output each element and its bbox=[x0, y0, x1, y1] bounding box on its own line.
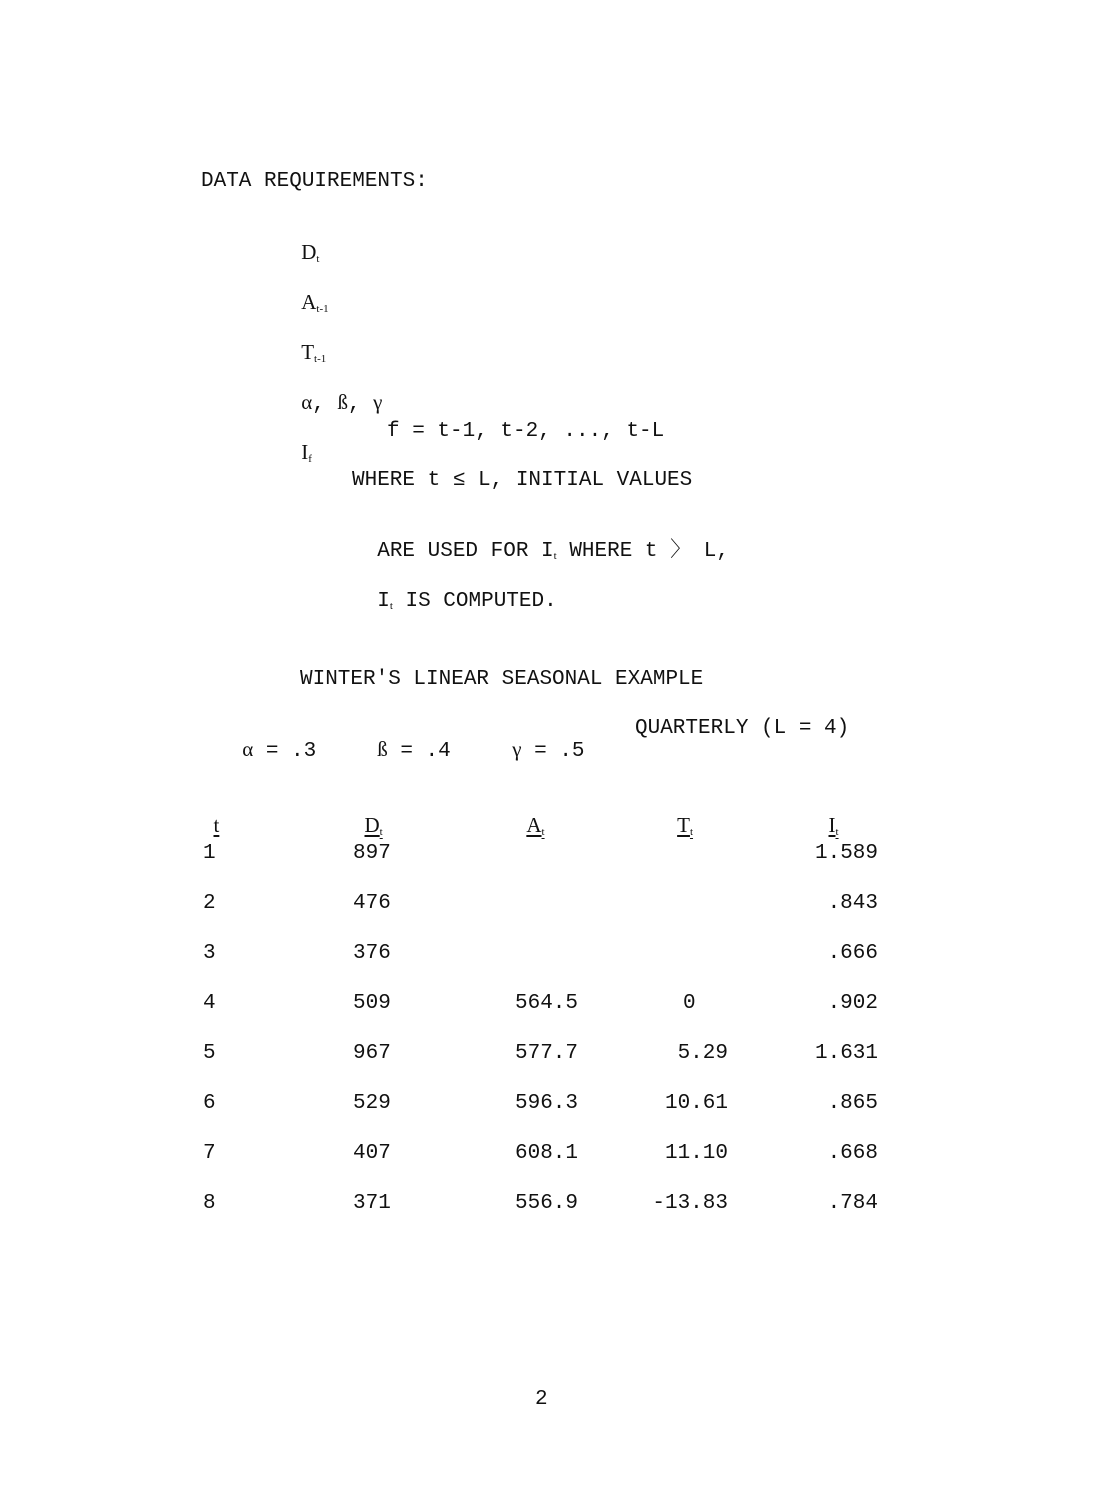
requirement-a: $A_{t-1}$ bbox=[301, 290, 329, 315]
cell-a: 608.1 bbox=[514, 1142, 578, 1165]
cell-t: 6 bbox=[203, 1092, 216, 1115]
note-line-3: $I_t$ IS COMPUTED. bbox=[377, 590, 557, 613]
requirement-index: $I_f$ bbox=[301, 440, 312, 465]
param-beta: ß = .4 bbox=[377, 737, 451, 763]
cell-t: 1 bbox=[203, 842, 216, 865]
example-title: WINTER'S LINEAR SEASONAL EXAMPLE bbox=[300, 668, 704, 691]
cell-t: 5 bbox=[203, 1042, 216, 1065]
cell-i: .784 bbox=[827, 1192, 878, 1215]
cell-i: .865 bbox=[827, 1092, 878, 1115]
requirement-t: $T_{t-1}$ bbox=[301, 340, 327, 365]
cell-d: 897 bbox=[353, 842, 391, 865]
cell-trend: 10.61 bbox=[664, 1092, 728, 1115]
header-i: $I_t$ bbox=[828, 813, 839, 838]
cell-i: .902 bbox=[827, 992, 878, 1015]
cell-a: 577.7 bbox=[514, 1042, 578, 1065]
cell-d: 529 bbox=[353, 1092, 391, 1115]
param-alpha: α = .3 bbox=[242, 737, 317, 763]
cell-t: 2 bbox=[203, 892, 216, 915]
cell-d: 476 bbox=[353, 892, 391, 915]
param-gamma: γ = .5 bbox=[512, 737, 585, 763]
cell-a: 564.5 bbox=[514, 992, 578, 1015]
index-formula: f = t-1, t-2, ..., t-L bbox=[387, 420, 665, 443]
header-d: $D_t$ bbox=[364, 813, 383, 838]
cell-a: 596.3 bbox=[514, 1092, 578, 1115]
param-period: QUARTERLY (L = 4) bbox=[635, 717, 850, 740]
cell-d: 376 bbox=[353, 942, 391, 965]
cell-trend: 5.29 bbox=[677, 1042, 728, 1065]
cell-t: 8 bbox=[203, 1192, 216, 1215]
cell-d: 371 bbox=[353, 1192, 391, 1215]
requirement-d: $D_t$ bbox=[301, 240, 320, 265]
cell-i: 1.631 bbox=[814, 1042, 878, 1065]
cell-d: 407 bbox=[353, 1142, 391, 1165]
smoothing-params: α, ß, γ bbox=[301, 390, 383, 416]
requirements-heading: DATA REQUIREMENTS: bbox=[201, 170, 428, 193]
cell-t: 4 bbox=[203, 992, 216, 1015]
cell-a: 556.9 bbox=[514, 1192, 578, 1215]
cell-i: .666 bbox=[827, 942, 878, 965]
cell-trend: 0 bbox=[683, 992, 696, 1015]
cell-i: .843 bbox=[827, 892, 878, 915]
header-a: $A_t$ bbox=[526, 813, 545, 838]
cell-trend: -13.83 bbox=[652, 1192, 728, 1215]
cell-i: 1.589 bbox=[814, 842, 878, 865]
cell-t: 3 bbox=[203, 942, 216, 965]
header-t: t bbox=[213, 813, 220, 837]
cell-t: 7 bbox=[203, 1142, 216, 1165]
cell-trend: 11.10 bbox=[664, 1142, 728, 1165]
cell-d: 967 bbox=[353, 1042, 391, 1065]
cell-d: 509 bbox=[353, 992, 391, 1015]
page-number: 2 bbox=[535, 1388, 548, 1411]
note-line-1: WHERE t ≤ L, INITIAL VALUES bbox=[352, 469, 693, 492]
cell-i: .668 bbox=[827, 1142, 878, 1165]
note-line-2: ARE USED FOR $I_t$ WHERE t 〉 L, bbox=[377, 540, 729, 563]
header-trend: $T_t$ bbox=[677, 813, 694, 838]
